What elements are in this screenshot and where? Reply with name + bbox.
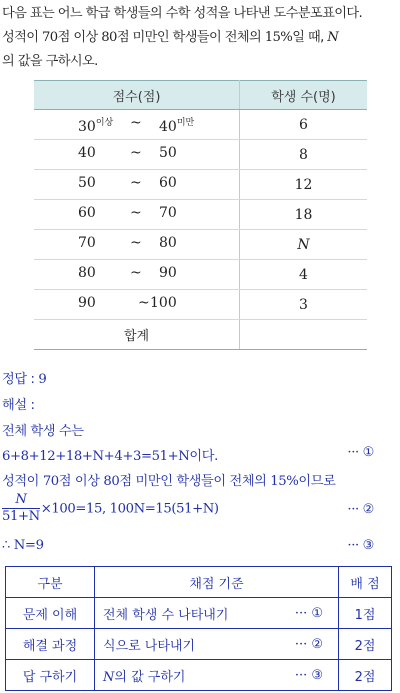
range-high: 100 — [150, 295, 177, 311]
grading-points: 2점 — [339, 629, 392, 660]
score-range — [34, 140, 239, 169]
problem-line-3: 의 값을 구하시오. — [2, 54, 98, 69]
header-score: 점수(점) — [34, 81, 240, 110]
student-count: 18 — [240, 200, 368, 230]
frequency-table-header — [34, 81, 367, 110]
solution-line-2 — [2, 445, 398, 464]
range-low: 50 — [78, 175, 96, 191]
header-points: 배 점 — [339, 567, 392, 598]
student-count: 6 — [240, 110, 368, 140]
solution-number: 70 — [42, 474, 59, 489]
solution-line-5 — [2, 538, 398, 553]
step-marker-3: ··· ③ — [347, 538, 374, 553]
grading-criterion — [95, 660, 281, 691]
header-criterion: 채점 기준 — [95, 567, 339, 598]
table-row — [34, 260, 367, 290]
total-value — [240, 320, 368, 350]
solution-percent: 15% — [270, 474, 299, 489]
range-tilde: ~ — [130, 205, 142, 221]
table-row — [6, 598, 392, 629]
range-high: 80 — [159, 235, 177, 251]
grading-category: 문제 이해 — [6, 598, 95, 629]
problem-line-1: 다음 표는 어느 학급 학생들의 수학 성적을 나타낸 도수분포표이다. — [2, 6, 363, 21]
solution-line-3 — [2, 470, 398, 489]
problem-percent: 15% — [264, 30, 293, 45]
range-high: 50 — [159, 145, 177, 161]
solution-line-1: 전체 학생 수는 — [2, 424, 84, 439]
range-high-suffix: 미만 — [176, 118, 195, 128]
table-row — [34, 230, 367, 260]
score-range — [34, 170, 239, 199]
score-range — [34, 200, 239, 229]
grading-table — [5, 566, 392, 691]
solution-conclusion: ∴ N=9 — [2, 538, 44, 553]
problem-text: 점 미만인 학생들이 전체의 — [116, 30, 265, 45]
solution-text: 이므로 — [298, 474, 336, 489]
range-low: 40 — [78, 145, 96, 161]
table-row — [34, 170, 367, 200]
frequency-table — [34, 80, 367, 350]
score-range — [34, 290, 239, 319]
total-label: 합계 — [34, 320, 240, 350]
table-total-row — [34, 320, 367, 350]
header-category: 구분 — [6, 567, 95, 598]
range-low: 60 — [78, 205, 96, 221]
range-high: 60 — [159, 175, 177, 191]
answer-value: 9 — [38, 372, 47, 387]
solution-line-4 — [2, 492, 398, 525]
solution-text: 이다. — [189, 449, 218, 464]
fraction — [2, 492, 40, 525]
grading-criterion: 식으로 나타내기 — [95, 629, 281, 660]
table-row — [34, 140, 367, 170]
problem-text: 일 때, — [292, 30, 328, 45]
grading-marker: ··· ② — [280, 629, 339, 660]
score-range — [34, 260, 239, 289]
grading-points: 2점 — [339, 660, 392, 691]
problem-text: 성적이 — [2, 30, 43, 45]
score-range — [34, 110, 239, 139]
answer-line — [2, 368, 398, 387]
problem-number: 80 — [101, 30, 117, 45]
student-count: 3 — [240, 290, 368, 320]
student-count-variable: N — [240, 230, 368, 260]
problem-line-2 — [2, 26, 400, 50]
fraction-numerator: N — [2, 492, 40, 509]
solution-text: 점 이상 — [58, 474, 104, 489]
problem-number: 70 — [42, 30, 58, 45]
grading-variable: N — [103, 669, 115, 685]
range-tilde: ~ — [130, 265, 142, 281]
solution-equation: ×100=15, 100N=15(51+N) — [40, 501, 219, 517]
range-low: 90 — [78, 295, 96, 311]
solution-expression: 6+8+12+18+N+4+3=51+N — [2, 449, 190, 464]
fraction-denominator: 51+N — [2, 509, 40, 524]
range-high: 90 — [159, 265, 177, 281]
grading-marker: ··· ① — [280, 598, 339, 629]
table-row — [34, 200, 367, 230]
range-tilde: ~ — [130, 175, 142, 191]
range-tilde: ~ — [130, 145, 142, 161]
grading-marker: ··· ③ — [280, 660, 339, 691]
range-tilde: ~ — [130, 115, 142, 131]
table-row — [34, 290, 367, 320]
range-low: 80 — [78, 265, 96, 281]
problem-statement — [2, 2, 400, 74]
range-low-suffix: 이상 — [95, 118, 114, 128]
solution-number: 80 — [103, 474, 120, 489]
score-range — [34, 230, 239, 259]
student-count: 8 — [240, 140, 368, 170]
solution-text: 점 미만인 학생들이 전체의 — [119, 474, 271, 489]
range-low: 30 — [78, 119, 96, 135]
range-tilde: ~ — [138, 295, 150, 311]
explanation-label: 해설 : — [2, 398, 35, 413]
step-marker-2: ··· ② — [347, 502, 374, 517]
problem-variable: N — [327, 30, 339, 45]
student-count: 12 — [240, 170, 368, 200]
grading-criterion: 전체 학생 수 나타내기 — [95, 598, 281, 629]
header-count: 학생 수(명) — [240, 81, 368, 110]
range-high: 70 — [159, 205, 177, 221]
range-low: 70 — [78, 235, 96, 251]
table-row — [6, 629, 392, 660]
table-row — [34, 110, 367, 140]
grading-points: 1점 — [339, 598, 392, 629]
grading-category: 답 구하기 — [6, 660, 95, 691]
problem-text: 점 이상 — [57, 30, 102, 45]
table-row — [6, 660, 392, 691]
step-marker-1: ··· ① — [347, 445, 374, 460]
grading-header — [6, 567, 392, 598]
range-high: 40 — [159, 119, 177, 135]
grading-category: 해결 과정 — [6, 629, 95, 660]
answer-label: 정답 : — [2, 372, 39, 387]
grading-criterion-text: 의 값 구하기 — [114, 669, 186, 685]
solution-text: 성적이 — [2, 474, 43, 489]
range-tilde: ~ — [130, 235, 142, 251]
student-count: 4 — [240, 260, 368, 290]
